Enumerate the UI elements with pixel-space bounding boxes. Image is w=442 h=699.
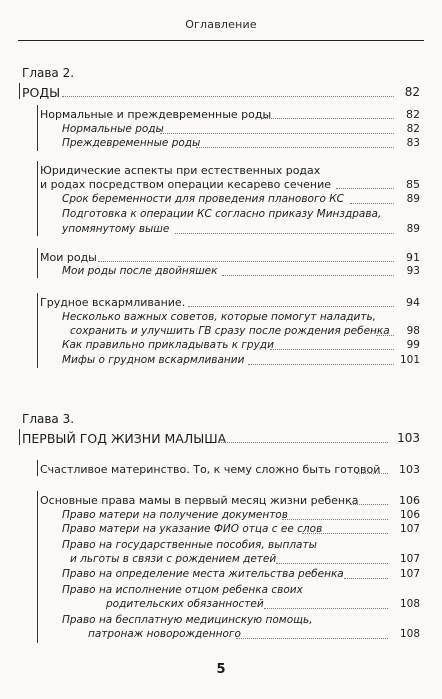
dot-leader [196,147,394,148]
page-ref: 89 [406,193,420,205]
dot-leader [376,335,394,336]
dot-leader [282,519,388,520]
page-ref: 106 [399,509,420,521]
dot-leader [236,638,388,639]
page-ref: 107 [399,553,420,565]
dot-leader [160,133,394,134]
chapter-title[interactable]: ПЕРВЫЙ ГОД ЖИЗНИ МАЛЫША [22,431,227,446]
page-ref: 107 [399,523,420,535]
toc-subentry[interactable]: Право на бесплатную медицинскую помощь, [62,614,313,626]
page-ref: 82 [406,123,420,135]
toc-subentry[interactable]: Преждевременные роды [62,137,201,149]
toc-subentry[interactable]: родительских обязанностей [106,598,264,610]
toc-subentry[interactable]: Право на государственные пособия, выплаты [62,539,317,551]
page-ref: 108 [399,628,420,640]
chapter-label: Глава 2. [22,66,75,80]
toc-entry[interactable]: Мои роды [40,251,97,264]
dot-leader [302,533,388,534]
page-ref: 83 [406,137,420,149]
toc-entry[interactable]: Юридические аспекты при естественных родах [40,164,321,177]
toc-subentry[interactable]: Мои роды после двойняшек [62,265,218,277]
dot-leader [356,473,388,474]
toc-subentry[interactable]: Подготовка к операции КС согласно приказу Минздрава, [62,208,382,220]
page-ref: 91 [406,251,420,264]
running-header: Оглавление [185,18,257,31]
toc-entry[interactable]: Грудное вскармливание. [40,296,186,309]
page-ref: 107 [399,568,420,580]
section-bar [37,161,38,236]
page-ref: 103 [397,431,420,445]
dot-leader [264,608,388,609]
dot-leader [344,578,388,579]
toc-subentry[interactable]: Срок беременности для проведения планового КС [62,193,345,205]
toc-subentry[interactable]: Право на определение места жительства ребенка [62,568,344,580]
page-ref: 108 [399,598,420,610]
toc-subentry[interactable]: Как правильно прикладывать к груди [62,339,274,351]
toc-subentry[interactable]: Нормальные роды [62,123,164,135]
dot-leader [276,563,388,564]
dot-leader [98,261,394,262]
section-bar [37,460,38,476]
dot-leader [62,96,394,97]
toc-subentry[interactable]: Право матери на указание ФИО отца с ее слов [62,523,323,535]
toc-subentry[interactable]: Несколько важных советов, которые помогут наладить, [62,311,376,323]
page-ref: 89 [406,223,420,235]
toc-subentry[interactable]: Право на исполнение отцом ребенка своих [62,584,303,596]
page-number: 5 [216,662,226,677]
toc-subentry[interactable]: патронаж новорожденного [88,628,241,640]
section-bar [37,491,38,643]
dot-leader [262,118,394,119]
chapter-bar [19,83,20,99]
dot-leader [248,364,394,365]
dot-leader [218,442,388,443]
chapter-label: Глава 3. [22,412,75,426]
toc-subentry[interactable]: сохранить и улучшить ГВ сразу после рождения ребенка [70,325,390,337]
toc-subentry[interactable]: Право матери на получение документов [62,509,288,521]
page-ref: 82 [404,85,420,99]
page-ref: 101 [399,354,420,366]
toc-entry[interactable]: Счастливое материнство. То, к чему сложно быть готовой [40,463,381,476]
page-ref: 93 [406,265,420,277]
page-ref: 106 [399,494,420,507]
chapter-bar [19,429,20,445]
dot-leader [222,275,394,276]
section-bar [37,248,38,278]
dot-leader [175,233,394,234]
toc-entry[interactable]: Основные права мамы в первый месяц жизни ребенка [40,494,359,507]
toc-subentry[interactable]: Мифы о грудном вскармливании [62,354,245,366]
page-ref: 85 [406,178,420,191]
page-ref: 99 [406,339,420,351]
page-ref: 94 [406,296,420,309]
page-ref: 103 [399,463,420,476]
toc-entry[interactable]: и родах посредством операции кесарево сечение [40,178,332,191]
toc-entry[interactable]: Нормальные и преждевременные роды [40,108,272,121]
dot-leader [350,203,394,204]
dot-leader [188,306,394,307]
dot-leader [336,188,394,189]
toc-subentry[interactable]: упомянутому выше [62,223,170,235]
toc-subentry[interactable]: и льготы в связи с рождением детей [70,553,277,565]
section-bar [37,105,38,151]
page-ref: 98 [406,325,420,337]
dot-leader [350,504,388,505]
chapter-title[interactable]: РОДЫ [22,85,61,100]
page-ref: 82 [406,108,420,121]
section-bar [37,293,38,368]
dot-leader [270,349,394,350]
